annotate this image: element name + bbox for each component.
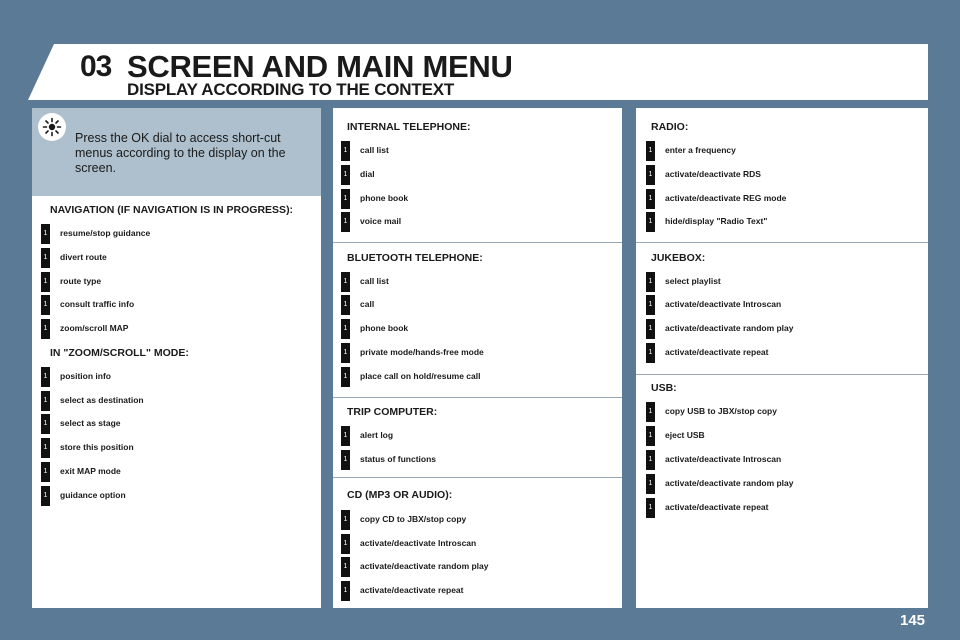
item-label: guidance option: [60, 490, 126, 500]
item-label: call list: [360, 276, 389, 286]
item-label: alert log: [360, 430, 394, 440]
section-title-zoom-scroll: IN "ZOOM/SCROLL" MODE:: [50, 347, 189, 359]
item-label: dial: [360, 169, 375, 179]
button-badge: 1: [341, 165, 350, 185]
item-label: activate/deactivate REG mode: [665, 193, 787, 203]
button-badge: 1: [41, 248, 50, 268]
button-badge: 1: [646, 426, 655, 446]
item-label: activate/deactivate random play: [665, 323, 794, 333]
button-badge: 1: [41, 272, 50, 292]
button-badge: 1: [646, 343, 655, 363]
item-label: activate/deactivate RDS: [665, 169, 761, 179]
button-badge: 1: [341, 367, 350, 387]
item-label: store this position: [60, 442, 134, 452]
button-badge: 1: [341, 189, 350, 209]
item-label: activate/deactivate Introscan: [360, 538, 477, 548]
item-label: zoom/scroll MAP: [60, 323, 129, 333]
item-label: eject USB: [665, 430, 705, 440]
item-label: position info: [60, 371, 111, 381]
item-label: select as stage: [60, 418, 121, 428]
section-title-bluetooth-telephone: BLUETOOTH TELEPHONE:: [347, 252, 483, 264]
section-title-cd: CD (MP3 OR AUDIO):: [347, 489, 453, 501]
section-title-internal-telephone: INTERNAL TELEPHONE:: [347, 121, 471, 133]
chapter-number: 03: [80, 50, 112, 83]
sun-icon: [38, 113, 66, 141]
button-badge: 1: [646, 189, 655, 209]
item-label: resume/stop guidance: [60, 228, 151, 238]
item-label: call: [360, 299, 375, 309]
right-column-panel: [636, 108, 928, 608]
section-divider: [333, 242, 622, 243]
section-title-usb: USB:: [651, 382, 677, 394]
section-divider: [636, 374, 928, 375]
intro-text: Press the OK dial to access short-cut menus according to the display on the screen.: [75, 131, 286, 175]
button-badge: 1: [341, 319, 350, 339]
header-notch: [28, 44, 54, 100]
section-title-navigation: NAVIGATION (IF NAVIGATION IS IN PROGRESS):: [50, 204, 294, 216]
button-badge: 1: [646, 450, 655, 470]
button-badge: 1: [41, 319, 50, 339]
button-badge: 1: [41, 367, 50, 387]
button-badge: 1: [341, 295, 350, 315]
button-badge: 1: [646, 319, 655, 339]
item-label: select as destination: [60, 395, 144, 405]
button-badge: 1: [646, 402, 655, 422]
item-label: activate/deactivate repeat: [360, 585, 464, 595]
button-badge: 1: [41, 462, 50, 482]
item-label: status of functions: [360, 454, 437, 464]
section-title-radio: RADIO:: [651, 121, 689, 133]
section-divider: [636, 242, 928, 243]
button-badge: 1: [341, 534, 350, 554]
page-number: 145: [900, 612, 926, 629]
item-label: copy USB to JBX/stop copy: [665, 406, 777, 416]
page-subtitle: DISPLAY ACCORDING TO THE CONTEXT: [127, 80, 455, 99]
button-badge: 1: [341, 212, 350, 232]
button-badge: 1: [341, 141, 350, 161]
item-label: activate/deactivate Introscan: [665, 299, 782, 309]
button-badge: 1: [646, 474, 655, 494]
button-badge: 1: [341, 581, 350, 601]
item-label: enter a frequency: [665, 145, 736, 155]
button-badge: 1: [646, 498, 655, 518]
section-title-jukebox: JUKEBOX:: [651, 252, 706, 264]
item-label: activate/deactivate repeat: [665, 347, 769, 357]
section-divider: [333, 477, 622, 478]
button-badge: 1: [341, 557, 350, 577]
item-label: voice mail: [360, 216, 402, 226]
button-badge: 1: [41, 391, 50, 411]
button-badge: 1: [41, 486, 50, 506]
item-label: exit MAP mode: [60, 466, 121, 476]
item-label: activate/deactivate random play: [360, 561, 489, 571]
button-badge: 1: [41, 438, 50, 458]
section-divider: [333, 397, 622, 398]
item-label: divert route: [60, 252, 107, 262]
button-badge: 1: [341, 450, 350, 470]
button-badge: 1: [341, 343, 350, 363]
button-badge: 1: [646, 295, 655, 315]
item-label: phone book: [360, 193, 409, 203]
button-badge: 1: [341, 272, 350, 292]
middle-column-panel: [333, 108, 622, 608]
item-label: place call on hold/resume call: [360, 371, 481, 381]
button-badge: 1: [646, 212, 655, 232]
item-label: route type: [60, 276, 102, 286]
item-label: activate/deactivate random play: [665, 478, 794, 488]
button-badge: 1: [646, 141, 655, 161]
button-badge: 1: [341, 510, 350, 530]
page-title: SCREEN AND MAIN MENU: [127, 49, 513, 84]
item-label: call list: [360, 145, 389, 155]
button-badge: 1: [341, 426, 350, 446]
item-label: activate/deactivate repeat: [665, 502, 769, 512]
button-badge: 1: [41, 295, 50, 315]
button-badge: 1: [41, 414, 50, 434]
item-label: hide/display "Radio Text": [665, 216, 768, 226]
item-label: activate/deactivate Introscan: [665, 454, 782, 464]
item-label: private mode/hands-free mode: [360, 347, 484, 357]
button-badge: 1: [646, 165, 655, 185]
item-label: copy CD to JBX/stop copy: [360, 514, 467, 524]
button-badge: 1: [646, 272, 655, 292]
item-label: consult traffic info: [60, 299, 135, 309]
section-title-trip-computer: TRIP COMPUTER:: [347, 406, 438, 418]
button-badge: 1: [41, 224, 50, 244]
item-label: select playlist: [665, 276, 721, 286]
item-label: phone book: [360, 323, 409, 333]
